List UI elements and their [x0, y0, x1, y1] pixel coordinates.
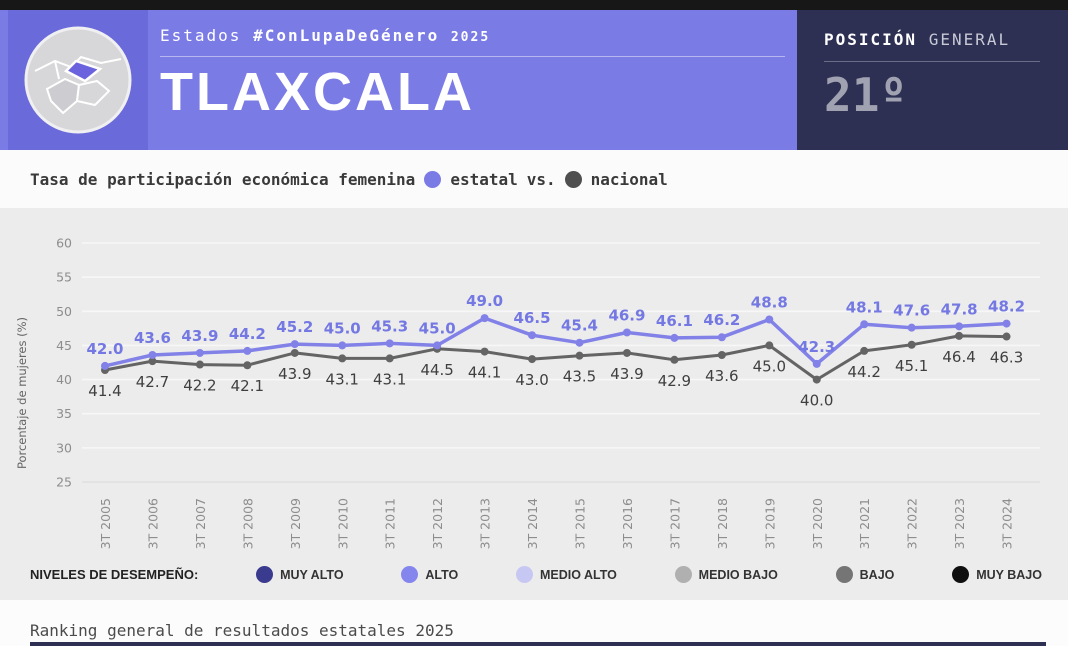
y-axis-title: Porcentaje de mujeres (%) — [15, 316, 29, 470]
nacional-value-label: 46.4 — [942, 347, 976, 366]
estatal-point — [576, 339, 584, 347]
nacional-series-dot-icon — [565, 171, 582, 188]
x-axis-tick-label: 3T 2019 — [762, 498, 778, 550]
estatal-value-label: 46.9 — [608, 306, 646, 325]
performance-level-dot-icon — [516, 566, 533, 583]
estatal-value-label: 48.1 — [845, 298, 883, 317]
performance-level-item — [836, 566, 895, 583]
performance-legend-title: NIVELES DE DESEMPEÑO: — [30, 567, 199, 582]
performance-level-item — [675, 566, 778, 583]
x-axis-tick-label: 3T 2017 — [667, 498, 683, 550]
nacional-point — [1003, 333, 1011, 341]
estatal-point — [528, 331, 536, 339]
estatal-value-label: 43.9 — [181, 326, 219, 345]
estatal-point — [813, 360, 821, 368]
position-panel-title — [824, 30, 1040, 49]
estatal-point — [148, 351, 156, 359]
x-axis-tick-label: 3T 2021 — [857, 498, 873, 550]
estatal-value-label: 46.2 — [703, 311, 741, 330]
chart-title-row — [0, 150, 1068, 208]
nacional-point — [955, 332, 963, 340]
performance-level-label: MUY BAJO — [976, 567, 1042, 582]
nacional-value-label: 43.1 — [372, 370, 407, 389]
nacional-value-label: 43.5 — [562, 367, 597, 386]
position-title-light: GENERAL — [928, 30, 1011, 49]
page-title: TLAXCALA — [160, 62, 475, 122]
header — [0, 10, 1068, 150]
nacional-value-label: 42.2 — [183, 376, 217, 395]
estatal-point — [196, 349, 204, 357]
x-axis-tick-label: 3T 2020 — [809, 498, 825, 550]
nacional-point — [291, 349, 299, 357]
estatal-point — [670, 334, 678, 342]
estatal-value-label: 49.0 — [466, 292, 504, 311]
estatal-point — [291, 340, 299, 348]
y-axis-tick-label: 30 — [56, 440, 72, 456]
nacional-value-label: 44.5 — [420, 360, 454, 379]
estatal-point — [1003, 320, 1011, 328]
top-black-bar — [0, 0, 1068, 10]
nacional-value-label: 45.1 — [894, 356, 929, 375]
x-axis-tick-label: 3T 2006 — [145, 498, 161, 550]
rank-value: 21º — [824, 68, 908, 122]
nacional-point — [860, 347, 868, 355]
footer-title: Ranking general de resultados estatales 2025 — [30, 621, 454, 640]
performance-level-label: MEDIO BAJO — [698, 567, 778, 582]
estatal-point — [481, 314, 489, 322]
nacional-point — [196, 361, 204, 369]
state-map-badge — [8, 10, 148, 150]
nacional-point — [623, 349, 631, 357]
nacional-point — [718, 351, 726, 359]
estatal-point — [433, 341, 441, 349]
performance-level-label: MUY ALTO — [280, 567, 344, 582]
vs-label: vs. — [526, 169, 556, 189]
position-panel — [797, 10, 1068, 150]
estatal-value-label: 47.6 — [893, 301, 931, 320]
x-axis-tick-label: 3T 2013 — [477, 497, 493, 550]
x-axis-tick-label: 3T 2014 — [525, 498, 541, 550]
x-axis-tick-label: 3T 2009 — [287, 498, 303, 550]
x-axis-tick-label: 3T 2010 — [335, 498, 351, 550]
nacional-point — [813, 376, 821, 384]
estatal-value-label: 44.2 — [228, 324, 266, 343]
estatal-point — [860, 320, 868, 328]
x-axis-tick-label: 3T 2016 — [619, 498, 635, 550]
performance-level-dot-icon — [256, 566, 273, 583]
performance-level-item — [952, 566, 1042, 583]
position-panel-divider — [824, 61, 1040, 62]
nacional-value-label: 43.1 — [325, 370, 359, 389]
x-axis-tick-label: 3T 2018 — [714, 498, 730, 550]
x-axis-tick-label: 3T 2005 — [98, 498, 113, 550]
footer-navy-bar — [30, 642, 1046, 646]
report-kicker — [160, 10, 797, 45]
estatal-point — [386, 339, 394, 347]
nacional-value-label: 45.0 — [752, 357, 787, 376]
estatal-point — [718, 333, 726, 341]
position-title-bold: POSICIÓN — [824, 30, 918, 49]
nacional-point — [765, 341, 773, 349]
estatal-series-label: estatal — [450, 169, 518, 189]
performance-level-item — [256, 566, 343, 583]
x-axis-tick-label: 3T 2022 — [904, 498, 920, 550]
estatal-point — [908, 324, 916, 332]
performance-level-dot-icon — [401, 566, 418, 583]
y-axis-tick-label: 50 — [56, 303, 72, 319]
nacional-value-label: 42.1 — [230, 377, 265, 396]
x-axis-tick-label: 3T 2011 — [382, 498, 398, 550]
estatal-point — [101, 362, 109, 370]
estatal-value-label: 45.4 — [560, 316, 599, 335]
estatal-value-label: 45.2 — [276, 318, 314, 337]
estatal-value-label: 42.3 — [798, 337, 836, 356]
y-axis-tick-label: 55 — [56, 269, 72, 285]
estatal-value-label: 43.6 — [133, 328, 171, 347]
nacional-point — [481, 348, 489, 356]
nacional-value-label: 44.1 — [467, 363, 502, 382]
x-axis-tick-label: 3T 2007 — [192, 498, 208, 550]
estatal-value-label: 42.0 — [86, 339, 124, 358]
kicker-year: 2025 — [450, 30, 491, 45]
mexico-map-globe-icon — [21, 23, 135, 137]
performance-legend — [30, 566, 1042, 583]
nacional-point — [670, 356, 678, 364]
estatal-value-label: 48.2 — [988, 297, 1026, 316]
performance-level-label: MEDIO ALTO — [540, 567, 617, 582]
estatal-value-label: 46.1 — [655, 311, 693, 330]
y-axis-tick-label: 40 — [56, 372, 72, 388]
nacional-point — [908, 341, 916, 349]
estatal-value-label: 48.8 — [750, 293, 788, 312]
nacional-series-label: nacional — [590, 169, 668, 189]
nacional-value-label: 43.0 — [515, 371, 549, 390]
chart-title: Tasa de participación económica femenina — [30, 169, 416, 189]
performance-level-item — [516, 566, 617, 583]
chart-section — [0, 208, 1068, 600]
nacional-point — [386, 354, 394, 362]
performance-level-dot-icon — [952, 566, 969, 583]
performance-level-dot-icon — [836, 566, 853, 583]
y-axis-tick-label: 45 — [56, 337, 72, 353]
estatal-value-label: 45.0 — [323, 319, 361, 338]
nacional-value-label: 43.6 — [705, 366, 739, 385]
performance-level-item — [401, 566, 458, 583]
performance-level-label: ALTO — [425, 567, 459, 582]
x-axis-tick-label: 3T 2012 — [430, 498, 446, 550]
estatal-point — [243, 347, 251, 355]
x-axis-tick-label: 3T 2015 — [572, 498, 588, 550]
nacional-value-label: 41.4 — [88, 382, 122, 401]
footer-section — [0, 600, 1068, 646]
nacional-value-label: 42.7 — [135, 373, 170, 392]
nacional-value-label: 42.9 — [657, 371, 692, 390]
y-axis-tick-label: 25 — [56, 474, 72, 490]
x-axis-tick-label: 3T 2024 — [999, 498, 1015, 550]
x-axis-tick-label: 3T 2023 — [952, 498, 968, 550]
nacional-point — [528, 355, 536, 363]
x-axis-tick-label: 3T 2008 — [240, 498, 256, 550]
nacional-value-label: 44.2 — [847, 362, 881, 381]
estatal-series-dot-icon — [424, 171, 441, 188]
kicker-hashtag: #ConLupaDeGénero — [253, 26, 440, 45]
y-axis-tick-label: 35 — [56, 406, 72, 422]
y-axis-tick-label: 60 — [56, 235, 72, 251]
estatal-value-label: 46.5 — [513, 309, 551, 328]
estatal-point — [338, 341, 346, 349]
estatal-value-label: 47.8 — [940, 300, 978, 319]
nacional-value-label: 43.9 — [278, 364, 312, 383]
nacional-point — [576, 352, 584, 360]
estatal-point — [955, 322, 963, 330]
kicker-prefix: Estados — [160, 26, 242, 45]
estatal-value-label: 45.3 — [371, 317, 409, 336]
nacional-value-label: 46.3 — [989, 348, 1024, 367]
line-chart — [0, 208, 1068, 560]
performance-level-dot-icon — [675, 566, 692, 583]
nacional-value-label: 43.9 — [610, 364, 644, 383]
nacional-value-label: 40.0 — [800, 391, 834, 410]
nacional-point — [243, 361, 251, 369]
estatal-point — [765, 315, 773, 323]
performance-level-label: BAJO — [859, 567, 895, 582]
estatal-value-label: 45.0 — [418, 319, 456, 338]
header-divider — [160, 56, 785, 57]
estatal-point — [623, 328, 631, 336]
nacional-point — [338, 354, 346, 362]
